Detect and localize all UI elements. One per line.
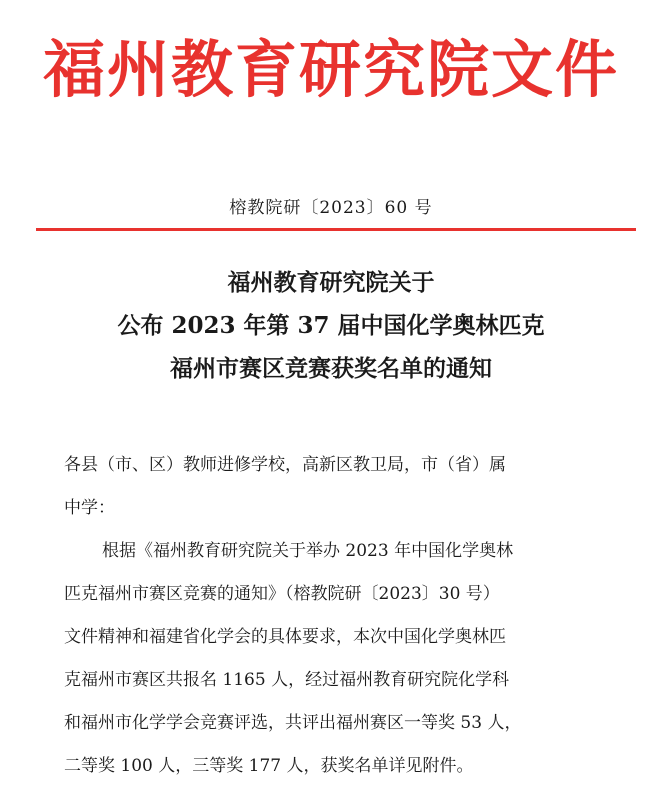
body-text-line: 和福州市化学学会竞赛评选，共评出福州赛区一等奖 53 人，	[64, 713, 522, 733]
document-header-title: 福州教育研究院文件	[42, 33, 619, 106]
body-text-line: 根据《福州教育研究院关于举办 2023 年中国化学奥林	[102, 541, 514, 561]
notice-title-line-1: 福州教育研究院关于	[227, 269, 435, 296]
notice-title-line-3: 福州市赛区竞赛获奖名单的通知	[170, 355, 492, 382]
notice-title-line-2: 公布 2023 年第 37 届中国化学奥林匹克	[117, 312, 545, 339]
body-text-line: 中学：	[64, 498, 115, 518]
body-text-line: 文件精神和福建省化学会的具体要求，本次中国化学奥林匹	[64, 627, 506, 647]
red-divider-rule	[36, 228, 636, 231]
body-text-line: 各县（市、区）教师进修学校，高新区教卫局，市（省）属	[64, 455, 506, 475]
body-text-line: 克福州市赛区共报名 1165 人，经过福州教育研究院化学科	[64, 670, 510, 690]
document-number: 榕教院研〔2023〕60 号	[229, 198, 433, 218]
body-text-line: 匹克福州市赛区竞赛的通知》（榕教院研〔2023〕30 号）	[64, 584, 500, 604]
body-text-line: 二等奖 100 人，三等奖 177 人，获奖名单详见附件。	[64, 756, 474, 776]
